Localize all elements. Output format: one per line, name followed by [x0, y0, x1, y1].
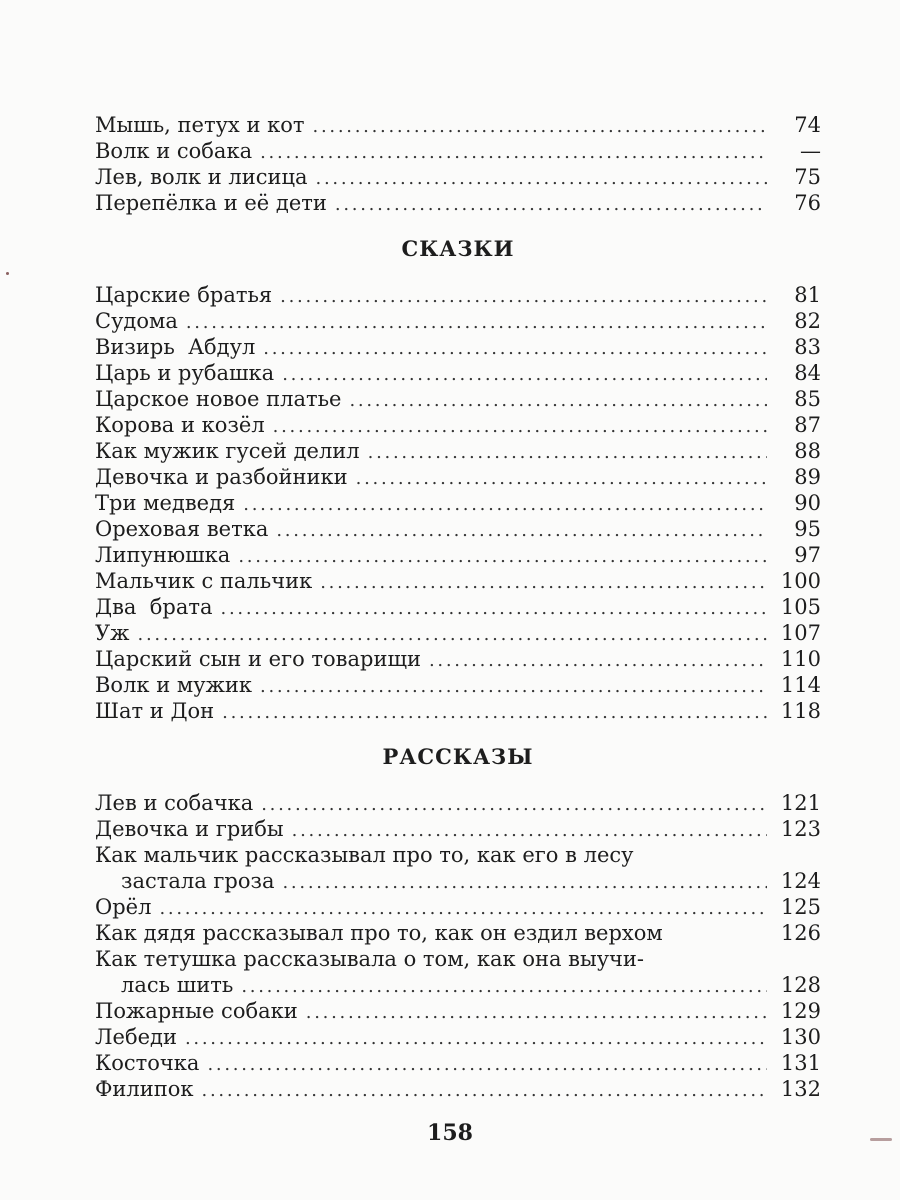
entry-page: —: [800, 139, 821, 163]
entry-page: 110: [780, 647, 821, 671]
leader-dots: [207, 1052, 767, 1078]
leader-dots: [241, 974, 767, 1000]
toc-entry: [95, 464, 821, 490]
entry-title: Орёл: [95, 895, 152, 919]
entry-title: Волк и собака: [95, 139, 253, 163]
paper-speck: [6, 272, 9, 275]
toc-entry: [95, 138, 821, 164]
rasskazy-list: [95, 790, 821, 1102]
entry-title: Царь и рубашка: [95, 361, 275, 385]
entry-page: 87: [794, 413, 821, 437]
entry-title: Перепёлка и её дети: [95, 191, 327, 215]
leader-dots: [222, 700, 767, 726]
entry-title: Липунюшка: [95, 543, 231, 567]
page-number: 158: [427, 1120, 473, 1146]
entry-title: Два брата: [95, 595, 213, 619]
entry-title: Лев и собачка: [95, 791, 254, 815]
section-heading-rasskazy: РАССКАЗЫ: [382, 744, 534, 769]
leader-dots: [238, 544, 767, 570]
toc-entry: [95, 646, 821, 672]
entry-title: Царские братья: [95, 283, 273, 307]
toc-entry: [95, 1076, 821, 1102]
leader-dots: [186, 310, 767, 336]
leader-dots: [306, 1000, 767, 1026]
toc-entry: [95, 594, 821, 620]
leader-dots: [202, 1078, 767, 1104]
leader-dots: [276, 518, 767, 544]
entry-page: 83: [794, 335, 821, 359]
entry-title-continuation: застала гроза: [121, 869, 275, 893]
entry-page: 85: [794, 387, 821, 411]
entry-page: 107: [780, 621, 821, 645]
entry-title: Лебеди: [95, 1025, 177, 1049]
leader-dots: [313, 114, 768, 140]
entry-page: 123: [780, 817, 821, 841]
toc-entry: [95, 360, 821, 386]
entry-page: 132: [780, 1077, 821, 1101]
toc-entry: [95, 412, 821, 438]
entry-title: Ореховая ветка: [95, 517, 269, 541]
leader-dots: [429, 648, 767, 674]
entry-page: 131: [780, 1051, 821, 1075]
entry-title-continuation: лась шить: [121, 973, 234, 997]
leader-dots: [280, 284, 767, 310]
entry-page: 95: [794, 517, 821, 541]
toc-entry: [95, 490, 821, 516]
entry-page: 100: [780, 569, 821, 593]
leader-dots: [320, 570, 767, 596]
entry-title: Лев, волк и лисица: [95, 165, 308, 189]
toc-entry: [95, 620, 821, 646]
toc-entry: [95, 1050, 821, 1076]
leader-dots: [282, 870, 767, 896]
toc-entry-first-line: [95, 946, 821, 972]
table-of-contents: [95, 112, 821, 1102]
toc-entry: [95, 438, 821, 464]
entry-title: Корова и козёл: [95, 413, 265, 437]
entry-page: 81: [794, 283, 821, 307]
leader-dots: [368, 440, 767, 466]
paper-speck: [870, 1138, 892, 1141]
toc-entry: [95, 542, 821, 568]
toc-entry: [95, 1024, 821, 1050]
toc-entry: [95, 334, 821, 360]
entry-title: Как мужик гусей делил: [95, 439, 360, 463]
leader-dots: [243, 492, 767, 518]
toc-entry: [95, 894, 821, 920]
entry-title: Косточка: [95, 1051, 200, 1075]
entry-page: 118: [780, 699, 821, 723]
leader-dots: [159, 896, 767, 922]
fables-list: [95, 112, 821, 216]
entry-page: 90: [794, 491, 821, 515]
entry-title: Мышь, петух и кот: [95, 113, 305, 137]
entry-page: 105: [780, 595, 821, 619]
entry-title: Девочка и грибы: [95, 817, 284, 841]
leader-dots: [349, 388, 767, 414]
entry-title: Как дядя рассказывал про то, как он ездил верхом: [95, 921, 663, 945]
entry-title: Мальчик с пальчик: [95, 569, 313, 593]
entry-title: Судома: [95, 309, 178, 333]
toc-entry: [95, 790, 821, 816]
entry-page: 76: [794, 191, 821, 215]
entry-page: 82: [794, 309, 821, 333]
entry-page: 88: [794, 439, 821, 463]
entry-page: 128: [780, 973, 821, 997]
leader-dots: [282, 362, 767, 388]
entry-title: Филипок: [95, 1077, 194, 1101]
entry-title: Шат и Дон: [95, 699, 215, 723]
toc-entry: [95, 568, 821, 594]
leader-dots: [316, 166, 767, 192]
toc-entry: [95, 386, 821, 412]
toc-entry: [95, 308, 821, 334]
entry-title: Волк и мужик: [95, 673, 253, 697]
toc-entry: [95, 112, 821, 138]
entry-page: 125: [780, 895, 821, 919]
section-heading-skazki: СКАЗКИ: [401, 236, 515, 261]
leader-dots: [273, 414, 767, 440]
entry-title: Царское новое платье: [95, 387, 342, 411]
entry-title: Царский сын и его товарищи: [95, 647, 421, 671]
entry-page: 114: [780, 673, 821, 697]
toc-entry: [95, 998, 821, 1024]
entry-page: 130: [780, 1025, 821, 1049]
toc-entry: [95, 920, 821, 946]
entry-title: Три медведя: [95, 491, 236, 515]
entry-page: 84: [794, 361, 821, 385]
leader-dots: [356, 466, 767, 492]
entry-title: Как мальчик рассказывал про то, как его в лесу: [95, 843, 634, 867]
toc-entry: [95, 698, 821, 724]
leader-dots: [138, 622, 768, 648]
leader-dots: [261, 792, 767, 818]
entry-page: 129: [780, 999, 821, 1023]
entry-title: Как тетушка рассказывала о том, как она выучи-: [95, 947, 645, 971]
toc-entry: [95, 816, 821, 842]
leader-dots: [221, 596, 767, 622]
toc-entry-continuation: [95, 972, 821, 998]
entry-page: 74: [794, 113, 821, 137]
entry-page: 75: [794, 165, 821, 189]
entry-title: Девочка и разбойники: [95, 465, 348, 489]
leader-dots: [263, 336, 767, 362]
entry-page: 97: [794, 543, 821, 567]
entry-page: 126: [780, 921, 821, 945]
entry-page: 124: [780, 869, 821, 893]
leader-dots: [260, 140, 767, 166]
toc-entry: [95, 164, 821, 190]
entry-page: 89: [794, 465, 821, 489]
entry-title: Визирь Абдул: [95, 335, 256, 359]
entry-page: 121: [780, 791, 821, 815]
leader-dots: [260, 674, 767, 700]
skazki-list: [95, 282, 821, 724]
toc-entry-first-line: [95, 842, 821, 868]
entry-title: Пожарные собаки: [95, 999, 298, 1023]
leader-dots: [335, 192, 767, 218]
toc-entry: [95, 516, 821, 542]
toc-entry: [95, 190, 821, 216]
leader-dots: [185, 1026, 767, 1052]
toc-entry-continuation: [95, 868, 821, 894]
entry-title: Уж: [95, 621, 130, 645]
toc-entry: [95, 672, 821, 698]
toc-entry: [95, 282, 821, 308]
leader-dots: [292, 818, 767, 844]
